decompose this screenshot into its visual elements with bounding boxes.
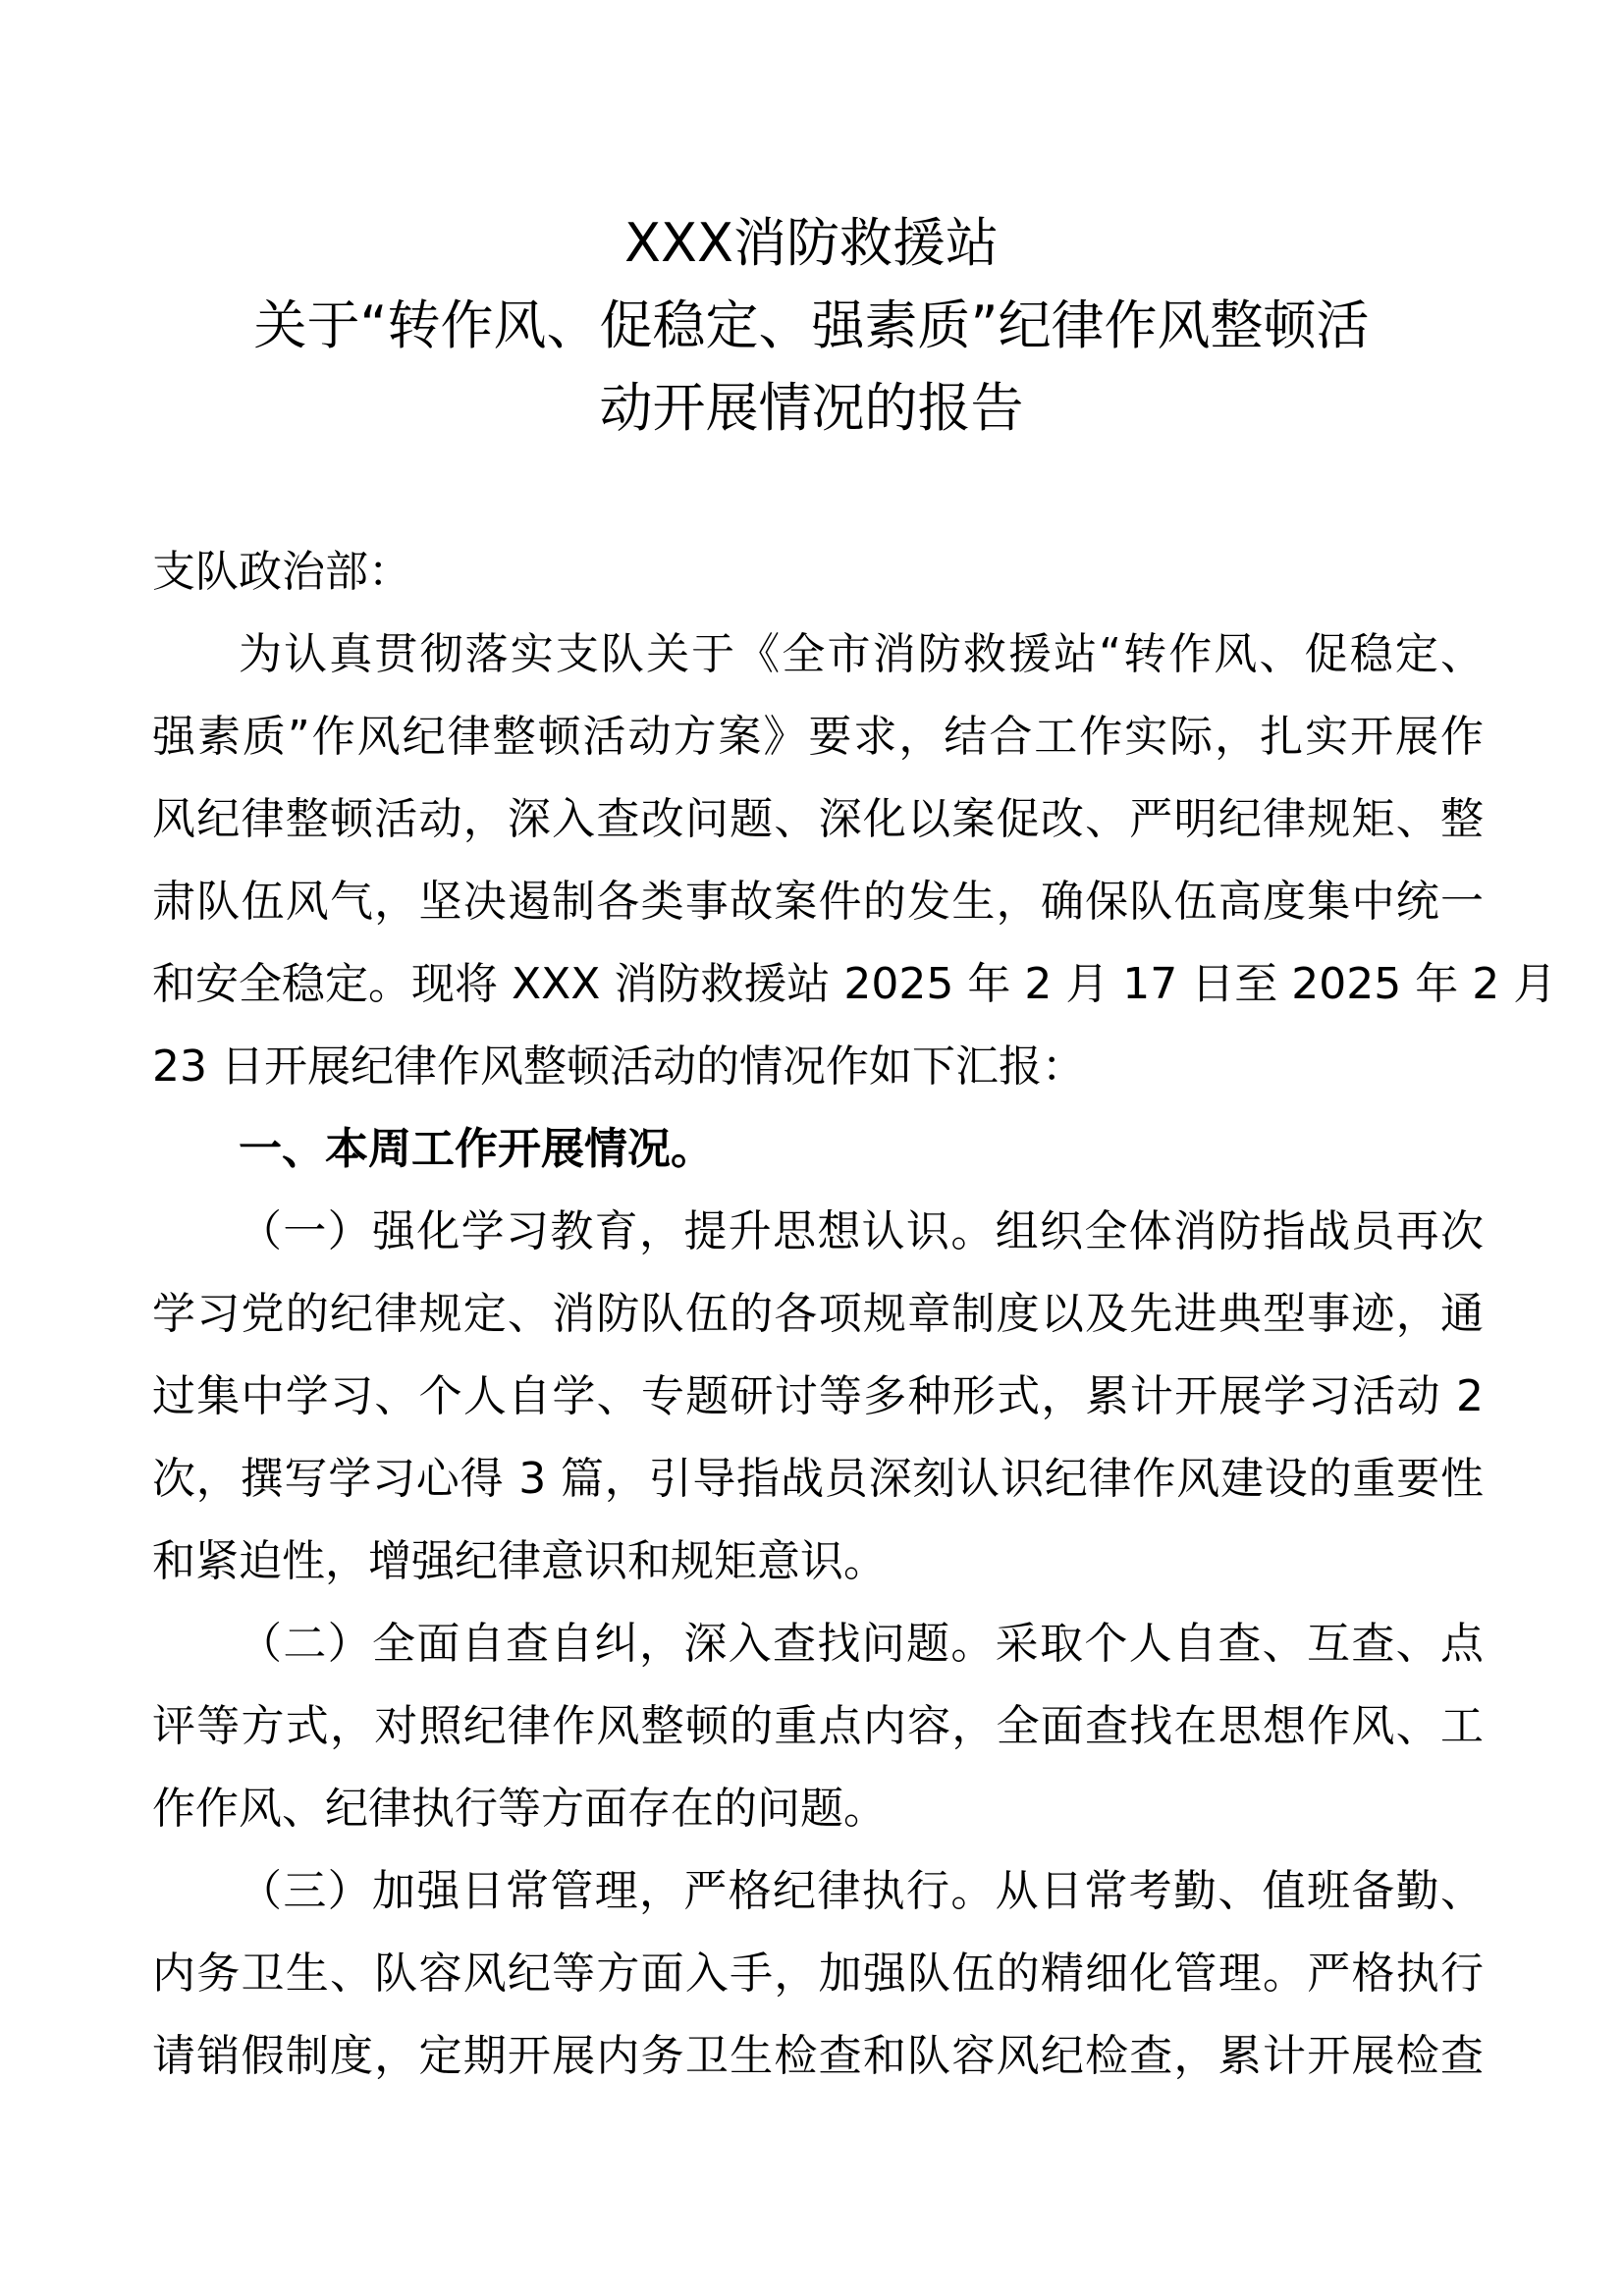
text-line: 和紧迫性，增强纪律意识和规矩意识。 (152, 1536, 887, 1586)
paragraph-item-1 (152, 1191, 1484, 1603)
paragraph-item-3 (152, 1850, 1484, 2098)
title-line-2: 关于“转作风、促稳定、强素质”纪律作风整顿活 (253, 294, 1370, 356)
text-line: （三）加强日常管理，严格纪律执行。从日常考勤、值班备勤、 (239, 1866, 1484, 1916)
document-body (152, 531, 1557, 2098)
text-line: 风纪律整顿活动，深入查改问题、深化以案促改、严明纪律规矩、整 (152, 794, 1484, 844)
text-line: 内务卫生、队容风纪等方面入手，加强队伍的精细化管理。严格执行 (152, 1949, 1484, 1999)
text-line: 学习党的纪律规定、消防队伍的各项规章制度以及先进典型事迹，通 (152, 1289, 1484, 1339)
text-line: 为认真贯彻落实支队关于《全市消防救援站“转作风、促稳定、 (239, 629, 1484, 679)
text-line: 评等方式，对照纪律作风整顿的重点内容，全面查找在思想作风、工 (152, 1701, 1484, 1751)
text-line: 请销假制度，定期开展内务卫生检查和队容风纪检查，累计开展检查 (152, 2031, 1484, 2081)
paragraph-intro (152, 614, 1557, 1108)
text-line: 强素质”作风纪律整顿活动方案》要求，结合工作实际，扎实开展作 (152, 712, 1484, 762)
text-line: （一）强化学习教育，提升思想认识。组织全体消防指战员再次 (239, 1206, 1484, 1256)
text-line: 次，撰写学习心得 3 篇，引导指战员深刻认识纪律作风建设的重要性 (152, 1454, 1484, 1504)
paragraph-item-2 (152, 1603, 1484, 1850)
text-line: 和安全稳定。现将 XXX 消防救援站 2025 年 2 月 17 日至 2025 年 2 月 (152, 959, 1557, 1009)
section-heading: 一、本周工作开展情况。 (239, 1124, 714, 1174)
text-line: 23 日开展纪律作风整顿活动的情况作如下汇报： (152, 1041, 1085, 1092)
title-line-3: 动开展情况的报告 (599, 377, 1024, 439)
text-line: 肃队伍风气，坚决遏制各类事故案件的发生，确保队伍高度集中统一 (152, 877, 1484, 927)
salutation: 支队政治部： (152, 547, 411, 597)
title-line-1: XXX消防救援站 (624, 212, 999, 274)
text-line: 作作风、纪律执行等方面存在的问题。 (152, 1784, 887, 1834)
text-line: （二）全面自查自纠，深入查找问题。采取个人自查、互查、点 (239, 1619, 1484, 1669)
text-line: 过集中学习、个人自学、专题研讨等多种形式，累计开展学习活动 2 (152, 1371, 1484, 1421)
